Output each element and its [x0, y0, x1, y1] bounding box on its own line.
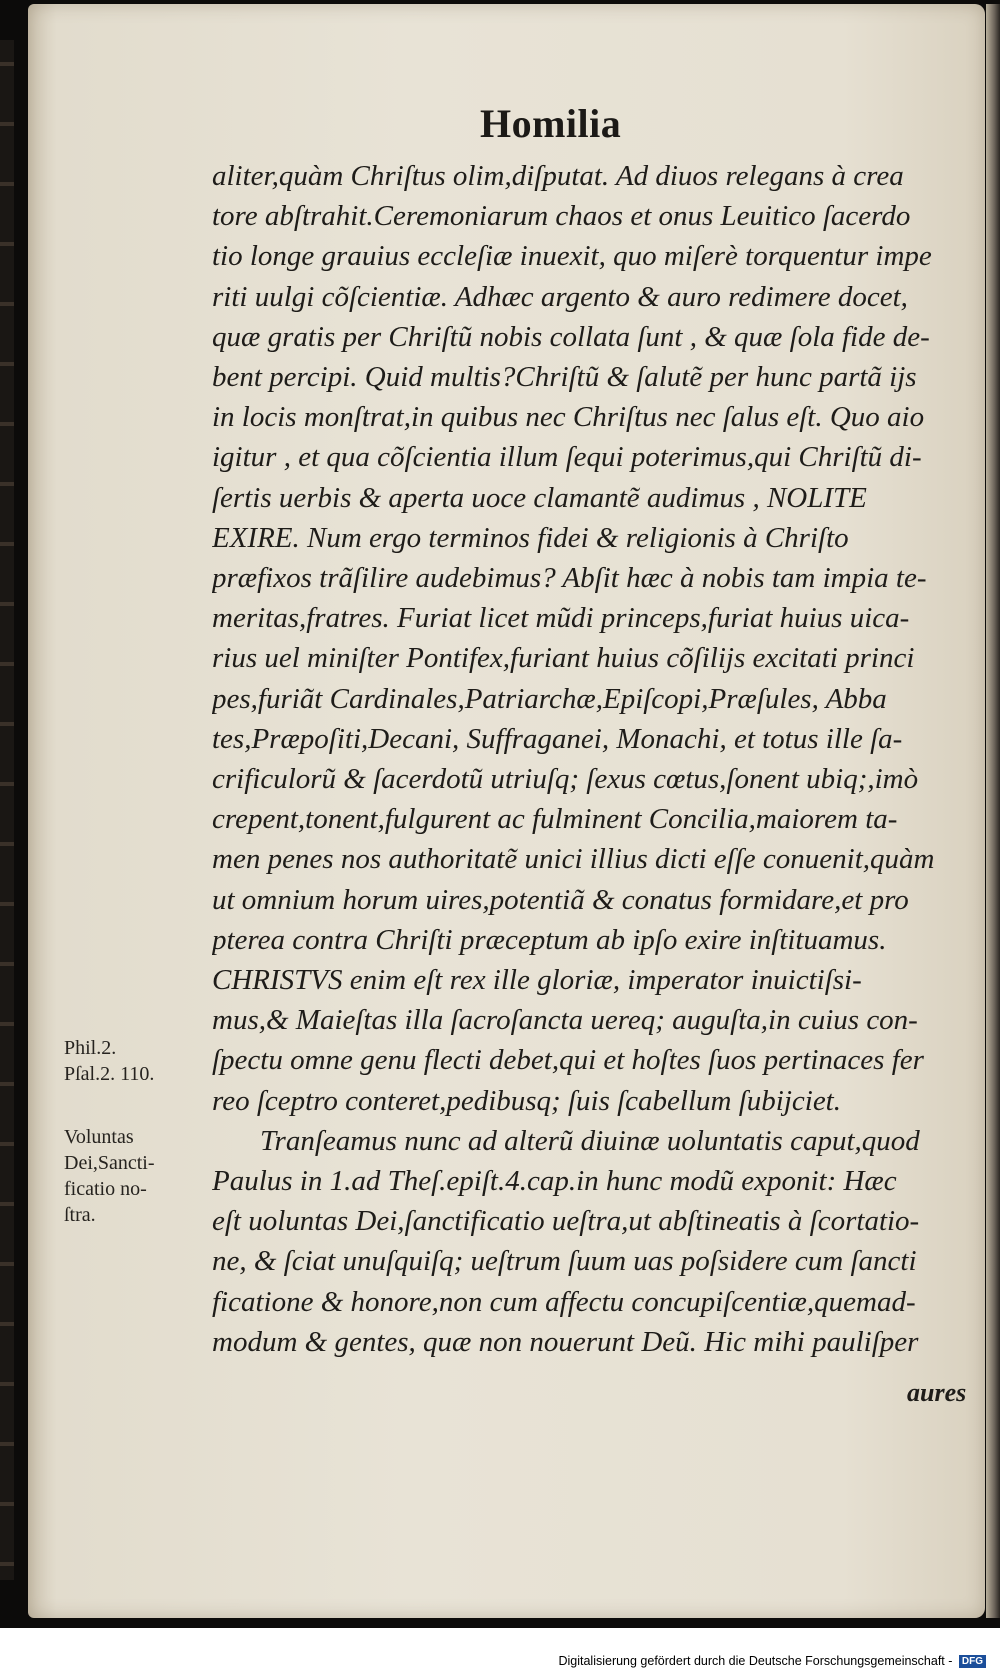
text-line: rius uel miniſter Pontifex,furiant huius cõſilijs excitati princi	[212, 642, 915, 675]
margin-note-line: ficatio no-	[64, 1178, 147, 1200]
text-line: EXIRE. Num ergo terminos fidei & religionis à Chriſto	[212, 521, 849, 554]
text-line: ficatione & honore,non cum affectu concupiſcentiæ,quemad-	[212, 1285, 916, 1318]
text-line: tore abſtrahit.Ceremoniarum chaos et onus Leuitico ſacerdo	[212, 200, 911, 233]
text-line: præfixos trãſilire audebimus? Abſit hæc à nobis tam impia te-	[212, 562, 927, 595]
text-line: riti uulgi cõſcientiæ. Adhæc argento & auro redimere docet,	[212, 280, 908, 313]
paragraph-start-line: Tranſeamus nunc ad alterũ diuinæ uoluntatis caput,quod	[260, 1124, 920, 1157]
text-line: pes,furiãt Cardinales,Patriarchæ,Epiſcopi,Præſules, Abba	[212, 682, 887, 715]
running-head: Homilia	[480, 101, 622, 146]
dfg-logo: DFG	[959, 1655, 986, 1668]
margin-note-scripture	[64, 1035, 206, 1087]
text-line: crificulorũ & ſacerdotũ utriuſq; ſexus cœtus,ſonent ubiq;,imò	[212, 763, 919, 796]
text-line: ſpectu omne genu flecti debet,qui et hoſtes ſuos pertinaces fer	[212, 1044, 924, 1077]
margin-note-line: ſtra.	[64, 1204, 96, 1226]
credit-text: Digitalisierung gefördert durch die Deutsche Forschungsgemeinschaft -	[558, 1654, 953, 1668]
text-line: tio longe grauius eccleſiæ inuexit, quo miſerè torquentur impe	[212, 240, 932, 273]
text-line: eſt uoluntas Dei,ſanctificatio ueſtra,ut abſtineatis à ſcortatio-	[212, 1205, 920, 1238]
text-line: tes,Præpoſiti,Decani, Suffraganei, Monachi, et totus ille ſa-	[212, 722, 903, 755]
text-line: mus,& Maieſtas illa ſacroſancta uereq; auguſta,in cuius con-	[212, 1004, 918, 1037]
margin-note-topic	[64, 1124, 206, 1228]
digitization-credit	[558, 1654, 986, 1668]
text-line: meritas,fratres. Furiat licet mũdi princeps,furiat huius uica-	[212, 602, 910, 635]
text-line: bent percipi. Quid multis?Chriſtũ & ſalutẽ per hunc partã ijs	[212, 361, 917, 394]
text-line: ſertis uerbis & aperta uoce clamantẽ audimus , NOLITE	[212, 481, 867, 514]
text-line: aliter,quàm Chriſtus olim,diſputat. Ad diuos relegans à crea	[212, 160, 904, 192]
text-line: men penes nos authoritatẽ unici illius dicti eſſe conuenit,quàm	[212, 843, 935, 876]
text-line: reo ſceptro conteret,pedibusq; ſuis ſcabellum ſubijciet.	[212, 1084, 841, 1117]
body-text	[212, 156, 952, 1362]
text-line: igitur , et qua cõſcientia illum ſequi poterimus,qui Chriſtũ di-	[212, 441, 922, 474]
text-line: crepent,tonent,fulgurent ac fulminent Concilia,maiorem ta-	[212, 803, 898, 836]
text-line: pterea contra Chriſti præceptum ab ipſo exire inſtituamus.	[212, 923, 887, 956]
page-fore-edge	[986, 4, 1000, 1618]
text-line: Paulus in 1.ad Theſ.epiſt.4.cap.in hunc modũ exponit: Hæc	[212, 1165, 897, 1198]
text-line: ut omnium horum uires,potentiã & conatus formidare,et pro	[212, 883, 909, 916]
text-line: modum & gentes, quæ non nouerunt Deũ. Hic mihi pauliſper	[212, 1325, 919, 1358]
text-line: in locis monſtrat,in quibus nec Chriſtus nec ſalus eſt. Quo aio	[212, 401, 925, 434]
text-line: quæ gratis per Chriſtũ nobis collata ſunt , & quæ ſola fide de-	[212, 320, 930, 353]
margin-note-line: Voluntas	[64, 1126, 134, 1148]
text-line: CHRISTVS enim eſt rex ille gloriæ, imperator inuictiſsi-	[212, 964, 862, 997]
text-line: ne, & ſciat unuſquiſq; ueſtrum ſuum uas poſsidere cum ſancti	[212, 1245, 917, 1278]
margin-note-line: Phil.2.	[64, 1037, 117, 1059]
catchword: aures	[907, 1378, 967, 1407]
margin-note-line: Dei,Sancti-	[64, 1152, 155, 1174]
facing-page-edge	[0, 40, 14, 1580]
margin-note-line: Pſal.2. 110.	[64, 1063, 155, 1085]
